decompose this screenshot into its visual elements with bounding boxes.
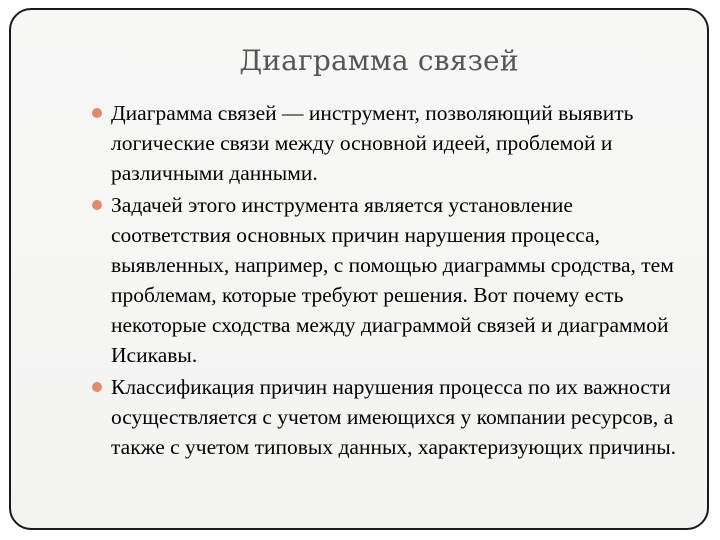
slide-title: Диаграмма связей [239, 44, 519, 77]
bullet-dot-icon [92, 382, 102, 392]
bullet-item [83, 372, 683, 462]
bullet-text: Диаграмма связей — инструмент, позволяющий выявить логические связи между основной идеей, проблемой и различными данными. [111, 101, 634, 185]
slide-frame [9, 8, 709, 530]
bullet-dot-icon [92, 108, 102, 118]
bullet-text: Классификация причин нарушения процесса по их важности осуществляется с учетом имеющихся у компании ресурсов, а также с учетом типовых данных, характеризующих причины. [111, 375, 677, 459]
bullet-item [83, 190, 683, 370]
bullet-text: Задачей этого инструмента является установление соответствия основных причин нарушения процесса, выявленных, например, с помощью диаграммы сродства, тем проблемам, которые требуют решения. Вот почему есть некоторые сходства между диаграммой связей и диаграммой Исикавы. [111, 193, 674, 367]
bullet-item [83, 98, 683, 188]
bullet-list [83, 98, 683, 464]
bullet-dot-icon [92, 200, 102, 210]
